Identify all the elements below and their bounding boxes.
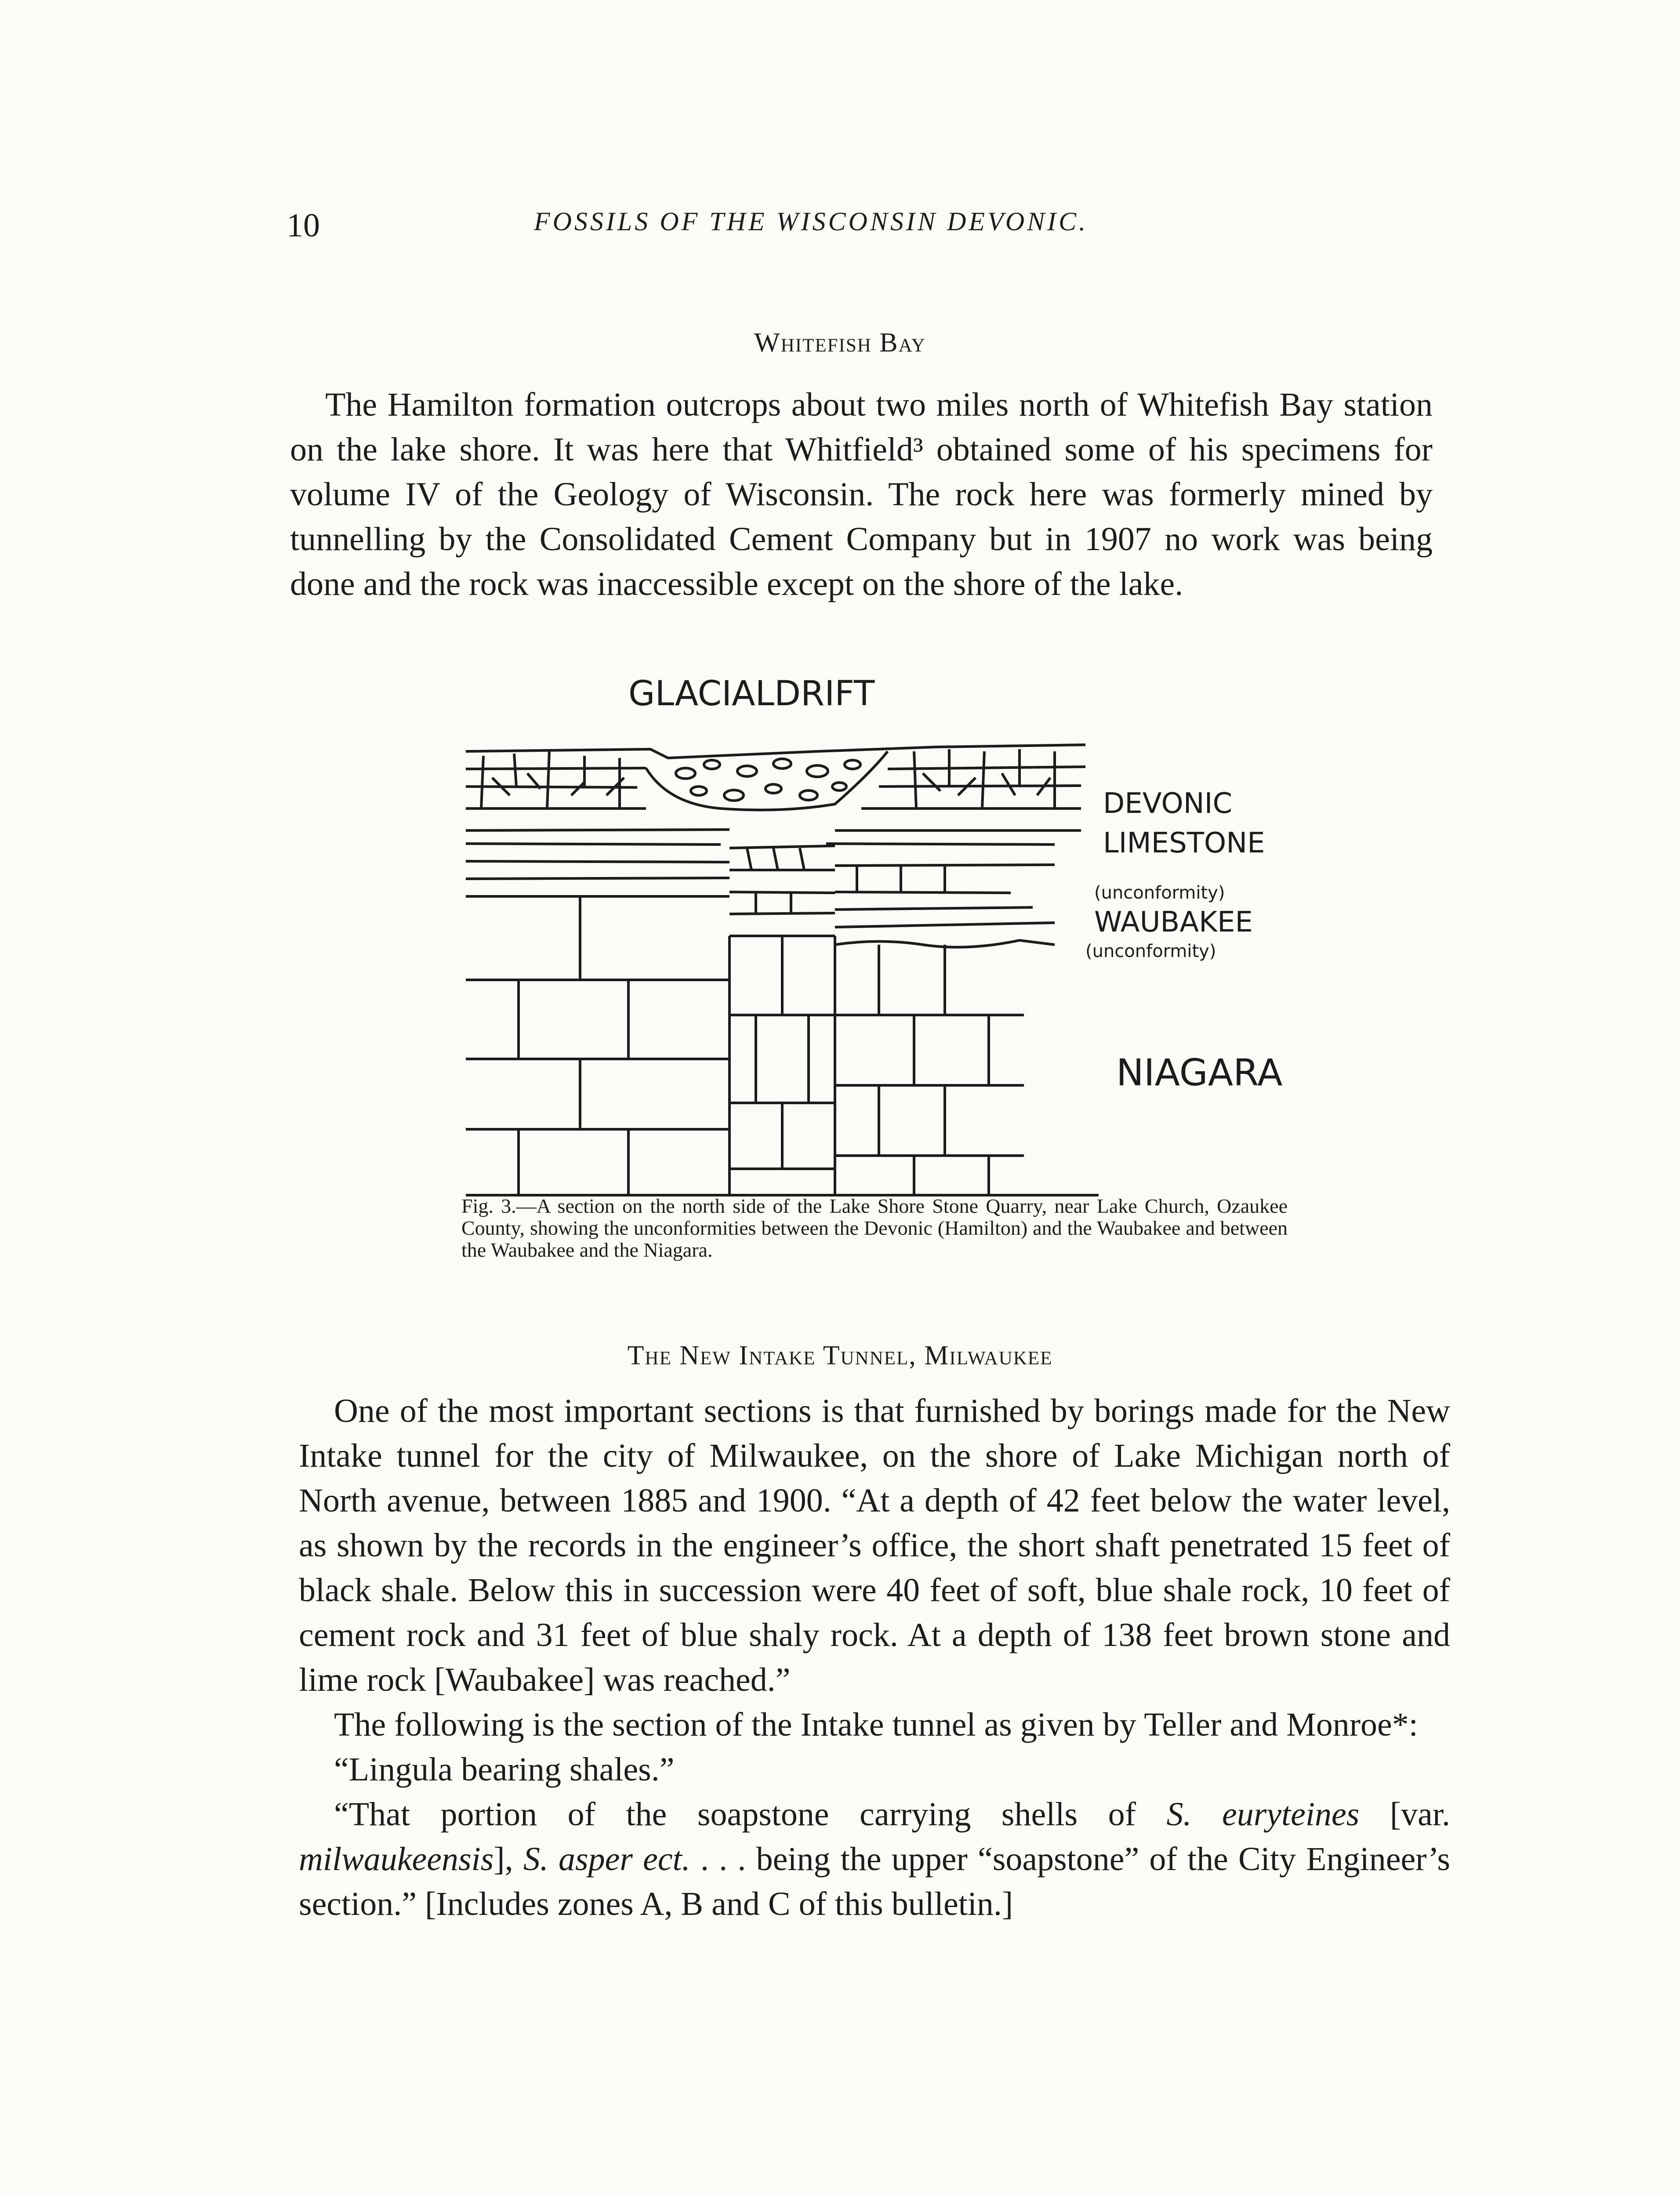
figure-3-section-diagram <box>439 663 1340 1208</box>
section-heading-whitefish-bay: Whitefish Bay <box>754 328 926 358</box>
label-niagara: NIAGARA <box>1116 1051 1283 1094</box>
text-run: ], <box>493 1841 523 1878</box>
paragraph: The following is the section of the Intake tunnel as given by Teller and Monroe*: <box>334 1706 1418 1743</box>
paragraph: The Hamilton formation outcrops about two miles north of Whitefish Bay station on the lake shore. It was here that Whitfield³ obtained some of his specimens for volume IV of the Geology of Wisconsin. The rock here was formerly mined by tunnelling by the Consolidated Cement Company but in 1907 no work was being done and the rock was inaccessible except on the shore of the lake. <box>290 386 1433 602</box>
label-unconformity-lower: (unconformity) <box>1085 941 1216 961</box>
species-name: S. asper ect. <box>523 1841 690 1878</box>
quote-soapstone <box>299 1792 1450 1926</box>
intake-tunnel-text <box>299 1389 1450 1926</box>
figure-caption: Fig. 3.—A section on the north side of the Lake Shore Stone Quarry, near Lake Church, Ozaukee County, showing the unconformities between the Devonic (Hamilton) and the Waubakee and between the Waubakee and the Niagara. <box>461 1195 1288 1261</box>
page-number: 10 <box>287 207 320 244</box>
label-waubakee: WAUBAKEE <box>1094 906 1253 939</box>
label-limestone: LIMESTONE <box>1103 827 1265 859</box>
label-unconformity-upper: (unconformity) <box>1094 883 1225 903</box>
text-run: “That portion of the soapstone carrying shells of <box>334 1796 1167 1833</box>
text-run: [var. <box>1359 1796 1450 1833</box>
quote-lingula: “Lingula bearing shales.” <box>334 1751 675 1788</box>
species-name: S. euryteines <box>1166 1796 1360 1833</box>
label-glacial-drift: GLACIALDRIFT <box>628 674 875 714</box>
running-title: FOSSILS OF THE WISCONSIN DEVONIC. <box>534 207 1089 236</box>
label-devonic: DEVONIC <box>1103 787 1233 820</box>
text-run: . . . being the upper “soapstone” of the City Engineer’s section.” [Includes zones A, B and C of this bulletin.] <box>299 1841 1451 1922</box>
whitefish-bay-paragraph <box>290 382 1433 606</box>
paragraph: One of the most important sections is that furnished by borings made for the New Intake tunnel for the city of Milwaukee, on the shore of Lake Michigan north of North avenue, between 1885 and 1900. “At a depth of 42 feet below the water level, as shown by the records in the engineer’s office, the short shaft penetrated 15 feet of black shale. Below this in succession were 40 feet of soft, blue shale rock, 10 feet of cement rock and 31 feet of blue shaly rock. At a depth of 138 feet brown stone and lime rock [Waubakee] was reached.” <box>299 1392 1450 1698</box>
variety-name: milwaukeensis <box>299 1841 494 1878</box>
section-heading-intake-tunnel: The New Intake Tunnel, Milwaukee <box>627 1341 1053 1370</box>
